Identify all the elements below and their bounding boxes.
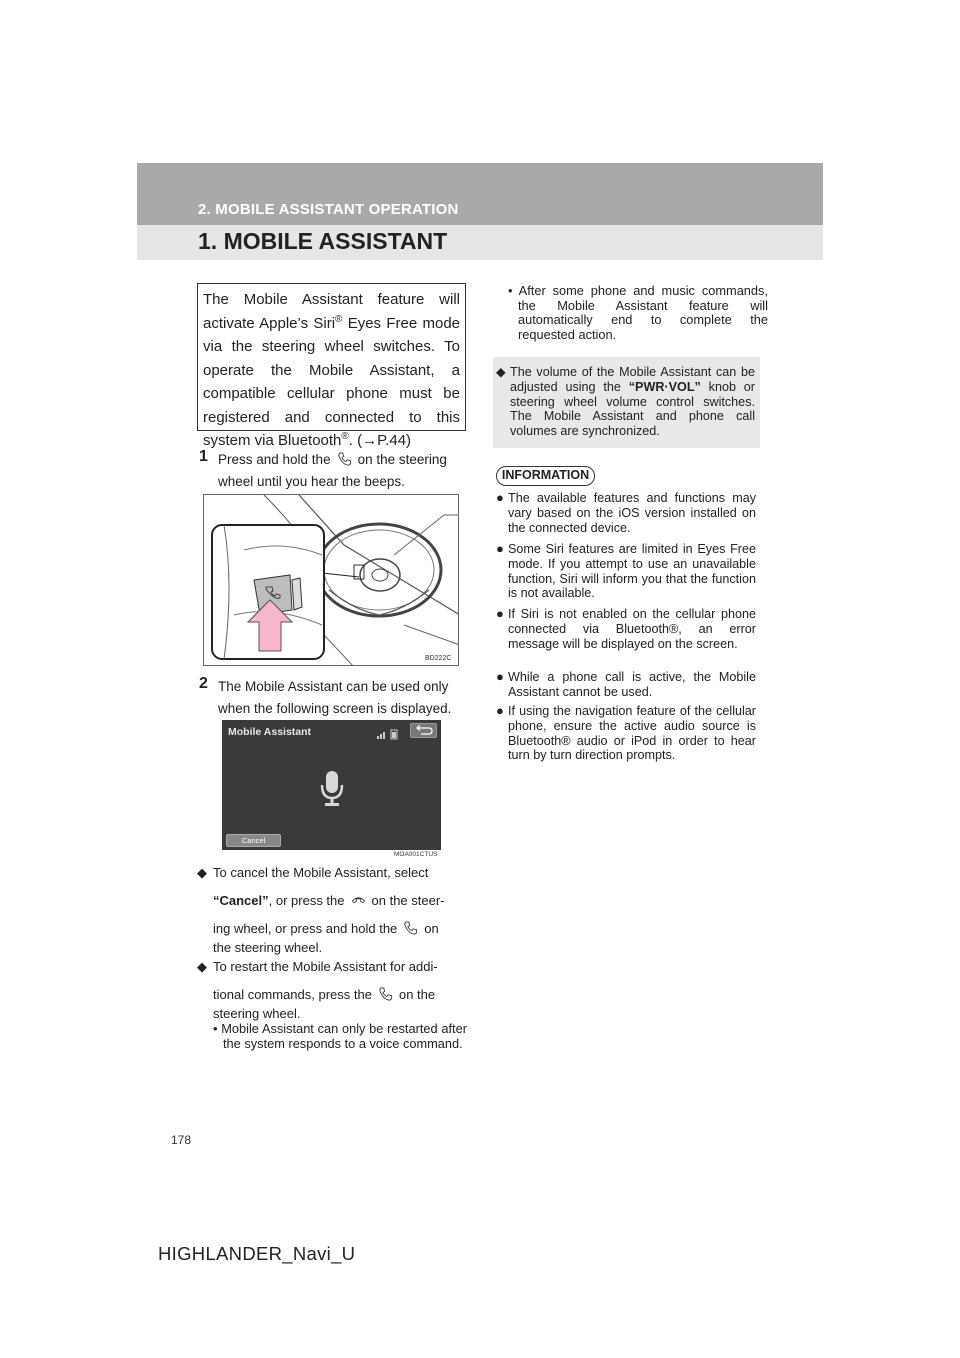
circle-bullet-icon: ● — [496, 541, 504, 556]
info-item: ● While a phone call is active, the Mobile Assistant cannot be used. — [496, 669, 756, 699]
phone-icon — [403, 921, 418, 935]
step-number: 2 — [199, 675, 208, 692]
document-footer: HIGHLANDER_Navi_U — [158, 1243, 356, 1264]
info-item: ● Some Siri features are limited in Eyes Free mode. If you attempt to use an unavailable function, Siri will inform you that the function is not available. — [496, 541, 756, 601]
step-2-text: The Mobile Assistant can be used only when the following screen is displayed. — [218, 679, 452, 716]
section-title: 2. MOBILE ASSISTANT OPERATION — [198, 201, 459, 218]
information-badge: INFORMATION — [496, 466, 595, 486]
step-1-text: Press and hold the on the steering wheel until you hear the beeps. — [218, 452, 447, 489]
circle-bullet-icon: ● — [496, 490, 504, 505]
figure-code: MOA001CTUS — [394, 851, 438, 858]
microphone-icon — [319, 770, 345, 808]
info-item: ● The available features and functions may vary based on the iOS version installed on the connected device. — [496, 490, 756, 535]
note-text: The volume of the Mobile Assistant can be adjusted using the “PWR·VOL” knob or steering wheel volume control switches. The Mobile Assistant and phone call volumes are synchronized. — [510, 365, 755, 439]
cancel-button[interactable]: Cancel — [226, 834, 281, 847]
mobile-assistant-screen — [222, 720, 441, 850]
note-box — [493, 357, 760, 448]
diamond-bullet-icon: ◆ — [496, 365, 506, 379]
intro-box — [197, 283, 466, 449]
phone-icon — [378, 987, 393, 1001]
registered-mark: ® — [335, 313, 343, 325]
back-arrow-icon — [411, 724, 436, 737]
signal-battery-icon — [377, 728, 405, 740]
info-item: ● If Siri is not enabled on the cellular phone connected via Bluetooth®, an error message will be displayed on the screen. — [496, 606, 756, 651]
diamond-bullet-icon: ◆ — [197, 959, 207, 974]
steering-wheel-figure — [203, 494, 459, 666]
phone-icon — [337, 452, 352, 466]
page-number: 178 — [171, 1133, 192, 1147]
screen-title: Mobile Assistant — [228, 726, 312, 738]
registered-mark: ® — [341, 431, 349, 442]
intro-text-1: The Mobile Assistant feature will activate Apple’s Siri — [203, 291, 460, 332]
hang-up-icon — [351, 893, 366, 907]
back-button[interactable] — [410, 723, 437, 738]
circle-bullet-icon: ● — [496, 669, 504, 684]
bullet-restart: ◆ To restart the Mobile Assistant for addi- tional commands, press the on the steering wheel. • Mobile Assistant can only be restarted after the system responds to a voice command. — [197, 956, 467, 1051]
page-title: 1. MOBILE ASSISTANT — [198, 228, 448, 254]
intro-text-2: Eyes Free mode via the steering wheel switches. To operate the Mobile Assistant, a compatible cellular phone must be registered and connected to this system via Bluetooth — [203, 314, 461, 449]
right-subnote: • After some phone and music commands, the Mobile Assistant feature will automatically end to complete the requested action. — [508, 283, 768, 342]
diamond-bullet-icon: ◆ — [197, 865, 207, 880]
info-item: ● If using the navigation feature of the cellular phone, ensure the active audio source is Bluetooth® audio or iPod in order to hear turn by turn direction prompts. — [496, 703, 756, 763]
intro-text-3: . (→P.44) — [348, 432, 412, 449]
step-number: 1 — [199, 448, 208, 465]
circle-bullet-icon: ● — [496, 703, 504, 718]
bullet-cancel: ◆ To cancel the Mobile Assistant, select “Cancel”, or press the on the steer- ing wheel, or press and hold the on the steering wheel. — [197, 862, 467, 956]
circle-bullet-icon: ● — [496, 606, 504, 621]
figure-code: BD222C — [425, 655, 452, 662]
